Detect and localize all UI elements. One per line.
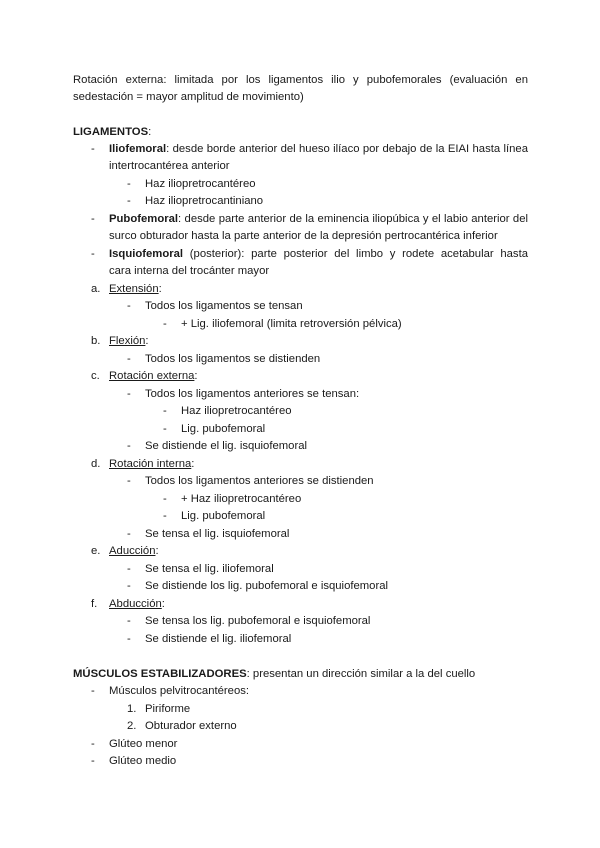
list-dash: -	[91, 143, 95, 155]
flexion-label-text: Flexión	[109, 335, 146, 347]
list-dash: -	[127, 178, 131, 190]
iliofemoral-sub-1: Haz iliopretrocantéreo	[145, 178, 256, 190]
label-colon: :	[194, 370, 198, 382]
extension-line-1: Todos los ligamentos se tensan	[145, 300, 303, 312]
isquiofemoral-name: Isquiofemoral	[109, 248, 184, 260]
list-dash: -	[163, 318, 167, 330]
list-dash: -	[91, 213, 95, 225]
list-dash: -	[163, 493, 167, 505]
rot-int-label-text: Rotación interna	[109, 458, 192, 470]
rot-ext-line-2: Haz iliopretrocantéreo	[181, 405, 292, 417]
musculos-sub-1: Piriforme	[145, 703, 191, 715]
ligamentos-heading-text: LIGAMENTOS	[73, 126, 149, 138]
label-colon: :	[155, 545, 159, 557]
musculos-heading-rest: : presentan un dirección similar a la del cuello	[246, 668, 476, 680]
pubofemoral-line-2: surco obturador hasta la parte anterior de la depresión pertrocantérica inferior	[109, 230, 498, 242]
musculos-heading	[73, 666, 475, 683]
musculos-item-1: Músculos pelvitrocantéreos:	[109, 685, 250, 697]
pubofemoral-name: Pubofemoral	[109, 213, 179, 225]
iliofemoral-name: Iliofemoral	[109, 143, 167, 155]
movement-marker: d.	[91, 458, 101, 470]
movement-marker: c.	[91, 370, 100, 382]
pubofemoral-line-1	[109, 211, 528, 228]
movement-flexion-label	[109, 333, 149, 350]
extension-line-2: + Lig. iliofemoral (limita retroversión pélvica)	[181, 318, 402, 330]
numbered-marker: 1.	[127, 703, 137, 715]
label-colon: :	[191, 458, 195, 470]
movement-aduccion-label	[109, 543, 159, 560]
musculos-heading-text: MÚSCULOS ESTABILIZADORES	[73, 668, 247, 680]
isquiofemoral-desc-1: (posterior): parte posterior del limbo y rodete acetabular hasta	[183, 248, 528, 260]
intro-line-2: sedestación = mayor amplitud de movimiento)	[73, 91, 304, 103]
isquiofemoral-line-2: cara interna del trocánter mayor	[109, 265, 270, 277]
list-dash: -	[163, 423, 167, 435]
rot-ext-line-3: Lig. pubofemoral	[181, 423, 266, 435]
rot-ext-label-text: Rotación externa	[109, 370, 195, 382]
rot-int-line-2: + Haz iliopretrocantéreo	[181, 493, 302, 505]
aduccion-line-1: Se tensa el lig. iliofemoral	[145, 563, 274, 575]
list-dash: -	[127, 475, 131, 487]
iliofemoral-sub-2: Haz iliopretrocantiniano	[145, 195, 264, 207]
movement-marker: f.	[91, 598, 98, 610]
movement-extension-label	[109, 281, 162, 298]
list-dash: -	[127, 528, 131, 540]
iliofemoral-line-2: intertrocantérea anterior	[109, 160, 230, 172]
list-dash: -	[127, 563, 131, 575]
movement-marker: a.	[91, 283, 101, 295]
list-dash: -	[91, 755, 95, 767]
flexion-line-1: Todos los ligamentos se distienden	[145, 353, 321, 365]
abduccion-line-2: Se distiende el lig. iliofemoral	[145, 633, 292, 645]
rot-ext-line-4: Se distiende el lig. isquiofemoral	[145, 440, 308, 452]
aduccion-label-text: Aducción	[109, 545, 156, 557]
ligamentos-heading-colon: :	[148, 126, 152, 138]
movement-abduccion-label	[109, 596, 165, 613]
label-colon: :	[158, 283, 162, 295]
list-dash: -	[127, 353, 131, 365]
abduccion-label-text: Abducción	[109, 598, 162, 610]
rot-ext-line-1: Todos los ligamentos anteriores se tensan:	[145, 388, 360, 400]
movement-marker: e.	[91, 545, 101, 557]
intro-line-1: Rotación externa: limitada por los ligamentos ilio y pubofemorales (evaluación en	[73, 74, 528, 86]
rot-int-line-1: Todos los ligamentos anteriores se distienden	[145, 475, 374, 487]
list-dash: -	[127, 615, 131, 627]
list-dash: -	[91, 685, 95, 697]
musculos-item-3: Glúteo medio	[109, 755, 177, 767]
isquiofemoral-line-1	[109, 246, 528, 263]
list-dash: -	[127, 300, 131, 312]
numbered-marker: 2.	[127, 720, 137, 732]
abduccion-line-1: Se tensa los lig. pubofemoral e isquiofemoral	[145, 615, 371, 627]
list-dash: -	[163, 510, 167, 522]
list-dash: -	[91, 248, 95, 260]
list-dash: -	[127, 195, 131, 207]
list-dash: -	[91, 738, 95, 750]
rot-int-line-4: Se tensa el lig. isquiofemoral	[145, 528, 290, 540]
movement-rot-ext-label	[109, 368, 198, 385]
musculos-item-2: Glúteo menor	[109, 738, 178, 750]
list-dash: -	[163, 405, 167, 417]
extension-label-text: Extensión	[109, 283, 159, 295]
movement-rot-int-label	[109, 456, 194, 473]
iliofemoral-desc-1: : desde borde anterior del hueso ilíaco por debajo de la EIAI hasta línea	[166, 143, 528, 155]
label-colon: :	[161, 598, 165, 610]
iliofemoral-line-1	[109, 141, 528, 158]
list-dash: -	[127, 580, 131, 592]
ligamentos-heading	[73, 124, 151, 141]
rot-int-line-3: Lig. pubofemoral	[181, 510, 266, 522]
list-dash: -	[127, 440, 131, 452]
movement-marker: b.	[91, 335, 101, 347]
list-dash: -	[127, 388, 131, 400]
musculos-sub-2: Obturador externo	[145, 720, 237, 732]
label-colon: :	[145, 335, 149, 347]
pubofemoral-desc-1: : desde parte anterior de la eminencia iliopúbica y el labio anterior del	[178, 213, 528, 225]
list-dash: -	[127, 633, 131, 645]
aduccion-line-2: Se distiende los lig. pubofemoral e isquiofemoral	[145, 580, 389, 592]
